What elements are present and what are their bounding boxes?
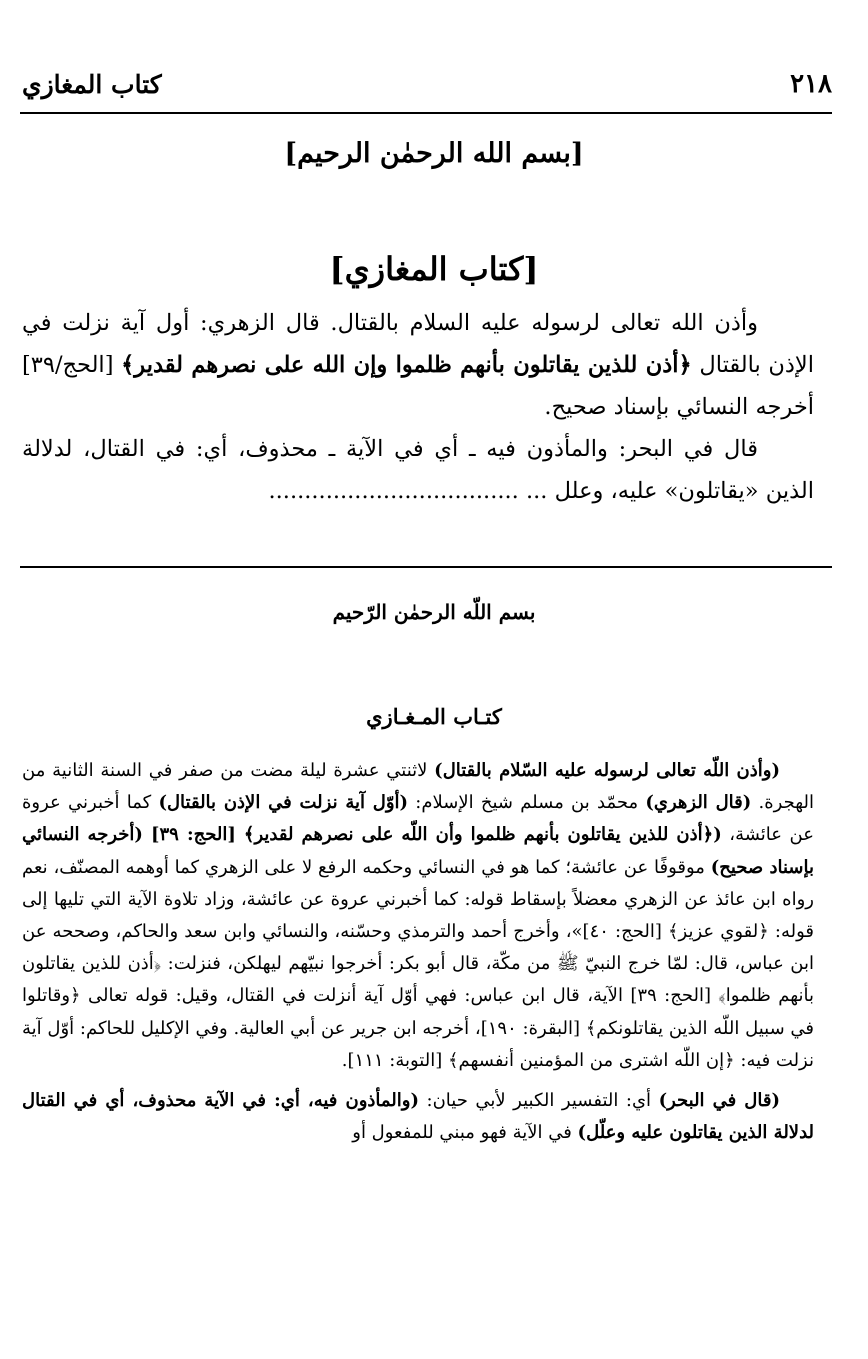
matn-paragraph-2: [22, 428, 814, 512]
matn-paragraph-1: [22, 302, 814, 428]
sharh-text: [22, 755, 814, 1149]
matn-text: [22, 302, 814, 512]
sharh-text-run: في الآية فهو مبني للمفعول أو: [352, 1122, 578, 1144]
sharh-bold-run: (أوّل آية نزلت في الإذن بالقتال): [158, 792, 409, 814]
sharh-book-title: كتـاب المـغـازي: [366, 704, 502, 729]
page-header: [22, 62, 832, 106]
matn-text-span: قال في البحر: والمأذون فيه ـ أي في الآية ـ محذوف، أي: في القتال، لدلالة الذين «يقاتلون» عليه، وعلل ...: [22, 436, 814, 504]
sharh-bold-run: (قال الزهري): [645, 792, 752, 814]
sharh-bold-run: (قال في البحر): [658, 1090, 780, 1112]
dotted-leader: ...................................: [268, 478, 519, 504]
sharh-basmala: بسم اللّه الرحمٰن الرّحيم: [332, 600, 536, 624]
running-title: كتاب المغازي: [22, 69, 162, 99]
sharh-paragraph-1: [22, 755, 814, 1077]
matn-basmala: [بسم الله الرحمٰن الرحيم]: [284, 138, 584, 169]
matn-text-span: وأذن الله تعالى لرسوله عليه السلام بالقتال. قال الزهري: أول آية نزلت في الإذن بالقتال: [22, 310, 814, 378]
sharh-paragraph-2: [22, 1085, 814, 1149]
sharh-text-run: لاثنتي عشرة ليلة مضت من صفر في السنة الثانية من الهجرة.: [22, 760, 814, 814]
quran-verse: ﴿أذن للذين يقاتلون بأنهم ظلموا وإن الله على نصرهم لقدير﴾: [121, 352, 692, 378]
page-number: ٢١٨: [790, 69, 832, 99]
sharh-text-run: أي: التفسير الكبير لأبي حيان:: [419, 1090, 659, 1112]
section-divider: [20, 566, 832, 568]
header-rule: [20, 112, 832, 114]
sharh-bold-run: (وأذن اللّه تعالى لرسوله عليه السّلام بالقتال): [434, 760, 780, 781]
matn-text-span: [الحج/٣٩] أخرجه النسائي بإسناد صحيح.: [22, 352, 814, 420]
sharh-text-run: محمّد بن مسلم شيخ الإسلام:: [408, 792, 646, 814]
sharh-text-run: كما أخبرني عروة عن عائشة،: [22, 792, 814, 846]
sharh-text-run: موقوفًا عن عائشة؛ كما هو في النسائي وحكمه الرفع لا على الزهري كما أوهمه المصنّف، نعم رواه ابن عائذ عن الزهري معضلاً بإسقاط قوله: كما أخبرني عروة عن عائشة، وزاد تلاوة الآية التي تليها إلى قوله: ﴿لقوي عزيز﴾ [الحج: ٤٠]»، وأخرج أحمد والترمذي وحسّنه، والنسائي وابن سعد والحاكم، وصححه عن ابن عباس، قال: لمّا خرج النبيّ ﷺ من مكّة، قال أبو بكر: أخرجوا نبيّهم ليهلكن، فنزلت: ﴿أذن للذين يقاتلون بأنهم ظلموا﴾ [الحج: ٣٩] الآية، قال ابن عباس: فهي أوّل آية أنزلت في القتال، وقيل: قوله تعالى ﴿وقاتلوا في سبيل اللّه الذين يقاتلونكم﴾ [البقرة: ١٩٠]، أخرجه ابن جرير عن أبي العالية. وفي الإكليل للحاكم: أوّل آية نزلت فيه: ﴿إن اللّه اشترى من المؤمنين أنفسهم﴾ [التوبة: ١١١].: [22, 856, 815, 1071]
sharh-bold-run: (﴿أذن للذين يقاتلون بأنهم ظلموا وأن اللّه على نصرهم لقدير﴾ [الحج: ٣٩] (أخرجه النسائي بإسناد صحيح): [22, 824, 814, 878]
sharh-bold-run: (والمأذون فيه، أي: في الآية محذوف، أي في القتال لدلالة الذين يقاتلون عليه وعلّل): [22, 1090, 814, 1144]
matn-book-title: [كتاب المغازي]: [329, 250, 539, 288]
